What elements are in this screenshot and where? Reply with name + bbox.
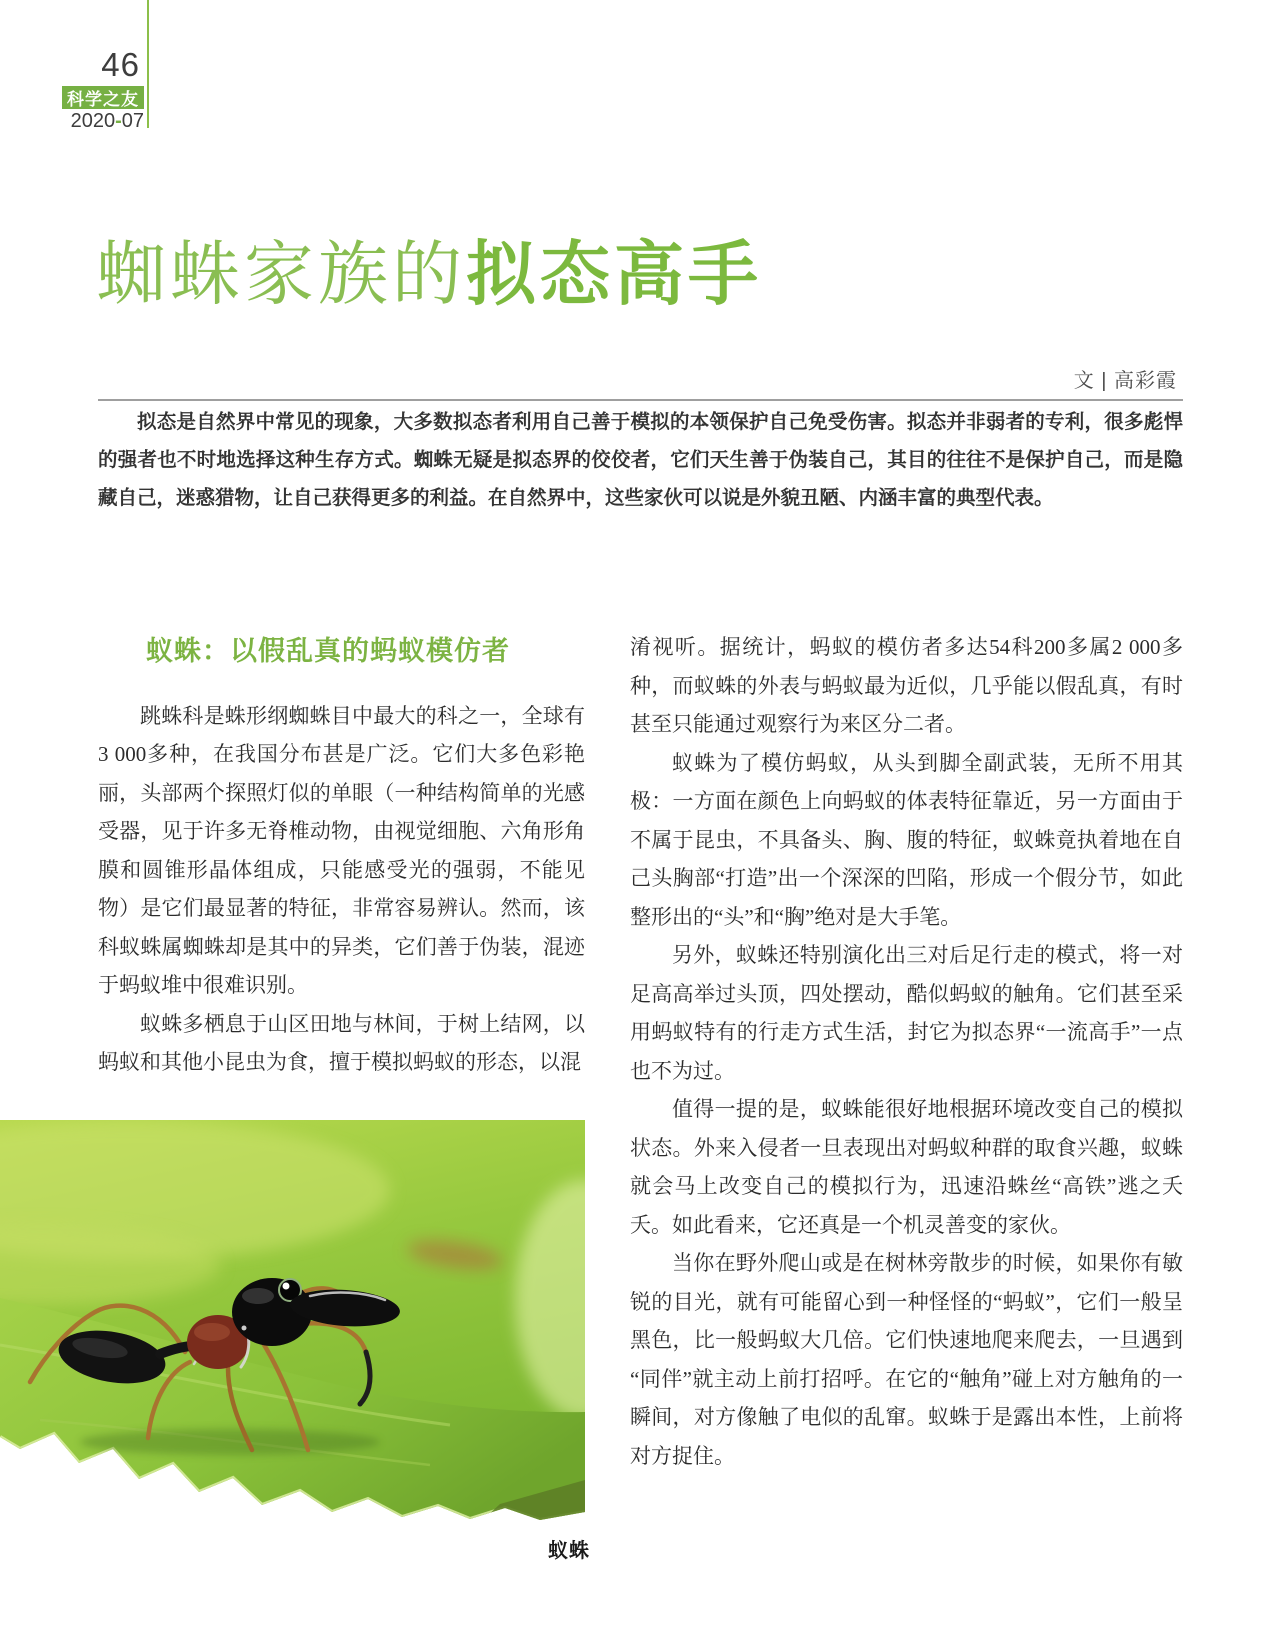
body-paragraph: 蚁蛛为了模仿蚂蚁，从头到脚全副武装，无所不用其极：一方面在颜色上向蚂蚁的体表特征靠近，另一方面由于不属于昆虫，不具备头、胸、腹的特征，蚁蛛竟执着地在自己头胸部“打造”出一个深深的凹陷，形成一个假分节，如此整形出的“头”和“胸”绝对是大手笔。 [630, 750, 1183, 929]
body-paragraph: 蚁蛛多栖息于山区田地与林间，于树上结网，以蚂蚁和其他小昆虫为食，擅于模拟蚂蚁的形态，以混 [98, 1011, 585, 1074]
body-paragraph: 另外，蚁蛛还特别演化出三对后足行走的模式，将一对足高高举过头顶，四处摆动，酷似蚂蚁的触角。它们甚至采用蚂蚁特有的行走方式生活，封它为拟态界“一流高手”一点也不为过。 [630, 943, 1183, 1083]
magazine-badge-label: 科学之友 [67, 90, 139, 109]
intro-divider-line [98, 399, 1183, 401]
issue-year: 2020 [70, 110, 116, 132]
body-paragraph: 跳蛛科是蛛形纲蜘蛛目中最大的科之一，全球有3 000多种，在我国分布甚是广泛。它们大多色彩艳丽，头部两个探照灯似的单眼（一种结构简单的光感受器，见于许多无脊椎动物，由视觉细胞、六角形角膜和圆锥形晶体组成，只能感受光的强弱，不能见物）是它们最显著的特征，非常容易辨认。然而，该科蚁蛛属蜘蛛却是其中的异类，它们善于伪装，混迹于蚂蚁堆中很难识别。 [98, 703, 585, 997]
photo-caption: 蚁蛛 [548, 1540, 590, 1562]
article-title [96, 236, 762, 313]
article-photo [0, 1120, 585, 1532]
issue-dash: - [115, 110, 122, 132]
ant-mimic-spider-photo [0, 1120, 585, 1532]
header-divider-line [147, 0, 149, 128]
byline: 文 | 高彩霞 [1073, 370, 1177, 392]
issue-date [24, 110, 144, 133]
magazine-badge [62, 86, 144, 109]
body-paragraph: 淆视听。据统计，蚂蚁的模仿者多达54科200多属2 000多种，而蚁蛛的外表与蚂蚁最为近似，几乎能以假乱真，有时甚至只能通过观察行为来区分二者。 [630, 635, 1183, 736]
section-heading: 蚁蛛：以假乱真的蚂蚁模仿者 [146, 636, 510, 666]
issue-number: 07 [121, 110, 144, 132]
right-column [630, 628, 1183, 1475]
intro-paragraph: 拟态是自然界中常见的现象，大多数拟态者利用自己善于模拟的本领保护自己免受伤害。拟态并非弱者的专利，很多彪悍的强者也不时地选择这种生存方式。蜘蛛无疑是拟态界的佼佼者，它们天生善于伪装自己，其目的往往不是保护自己，而是隐藏自己，迷惑猎物，让自己获得更多的利益。在自然界中，这些家伙可以说是外貌丑陋、内涵丰富的典型代表。 [98, 411, 1183, 509]
page-number: 46 [101, 46, 140, 83]
article-title-bold: 拟态高手 [466, 235, 762, 313]
body-paragraph: 值得一提的是，蚁蛛能很好地根据环境改变自己的模拟状态。外来入侵者一旦表现出对蚂蚁种群的取食兴趣，蚁蛛就会马上改变自己的模拟行为，迅速沿蛛丝“高铁”逃之夭夭。如此看来，它还真是一个机灵善变的家伙。 [630, 1097, 1183, 1237]
article-title-light: 蜘蛛家族的 [96, 235, 466, 313]
body-paragraph: 当你在野外爬山或是在树林旁散步的时候，如果你有敏锐的目光，就有可能留心到一种怪怪的“蚂蚁”，它们一般呈黑色，比一般蚂蚁大几倍。它们快速地爬来爬去，一旦遇到“同伴”就主动上前打招呼。在它的“触角”碰上对方触角的一瞬间，对方像触了电似的乱窜。蚁蛛于是露出本性，上前将对方捉住。 [630, 1251, 1183, 1468]
left-column [98, 628, 585, 1082]
